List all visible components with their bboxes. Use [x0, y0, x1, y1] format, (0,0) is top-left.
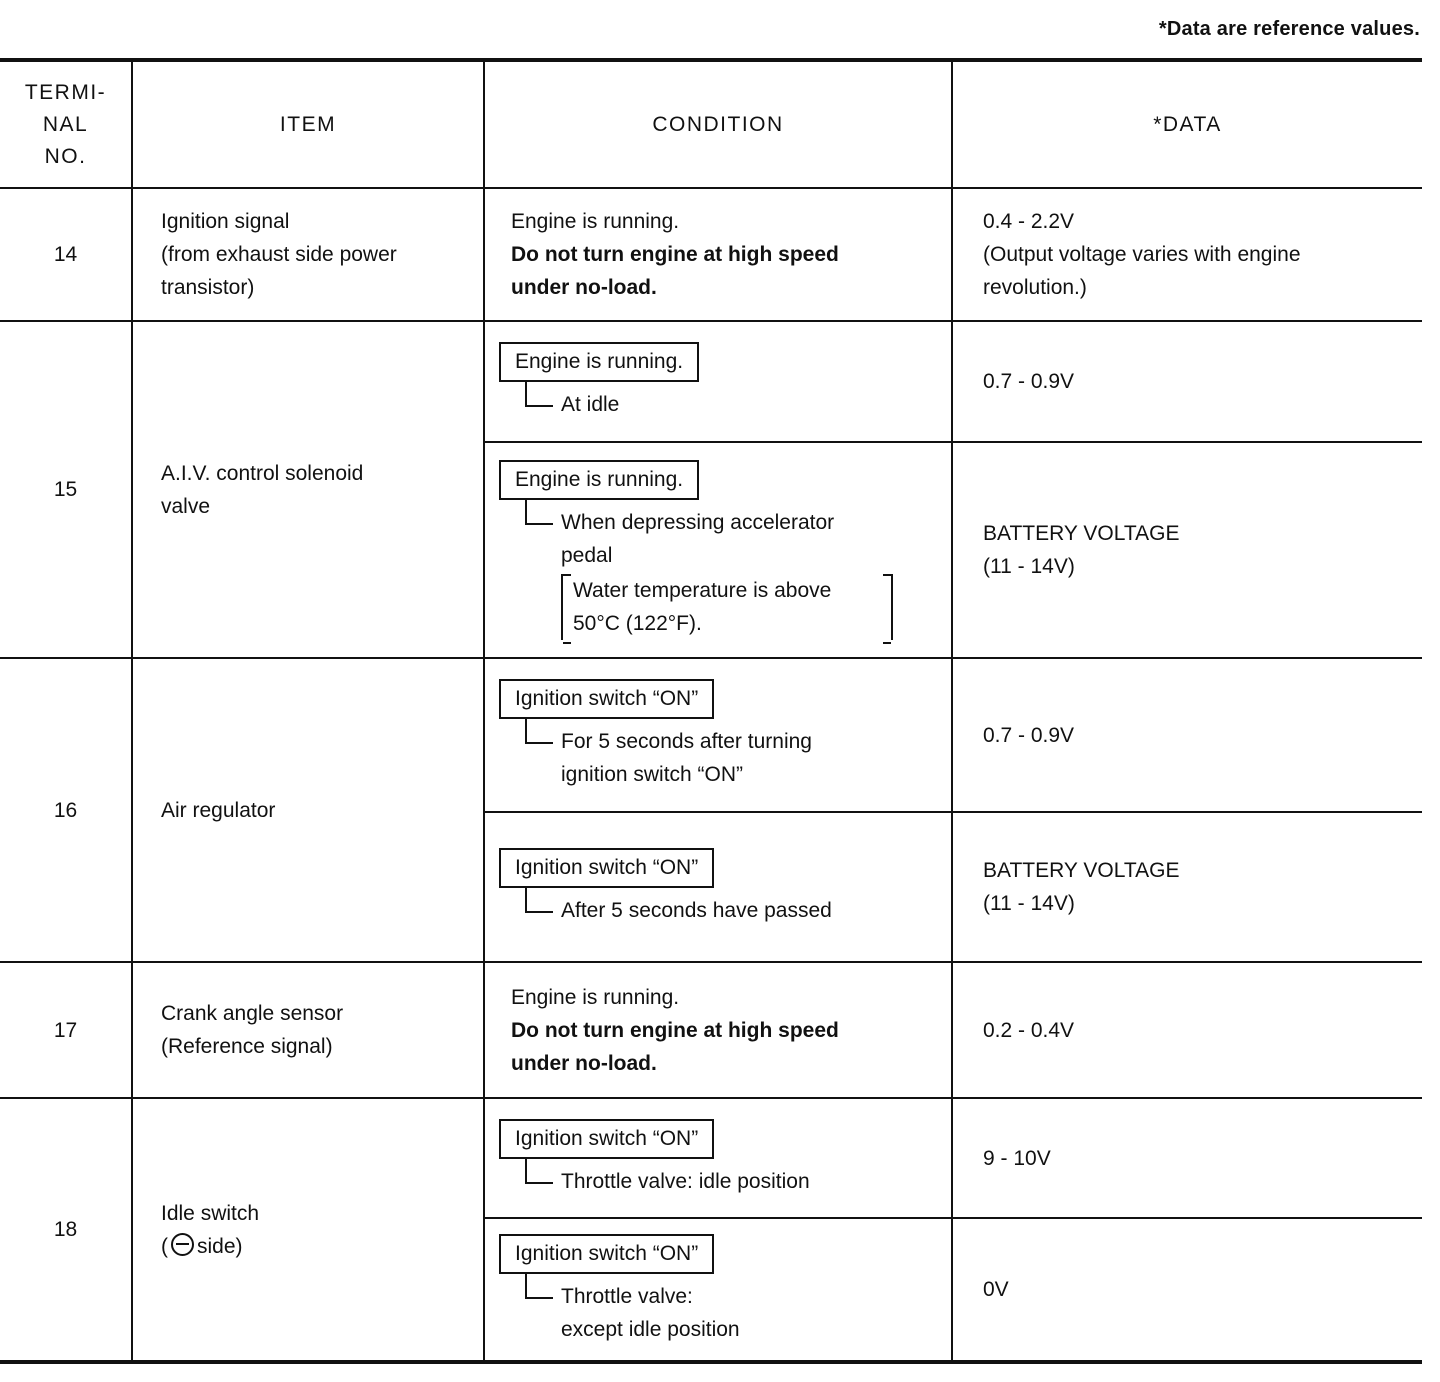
condition-cell	[484, 321, 952, 442]
condition-cell	[484, 442, 952, 658]
condition-box: Ignition switch “ON”	[499, 1119, 714, 1159]
table-row-15	[0, 321, 1422, 442]
data-value: BATTERY VOLTAGE (11 - 14V)	[952, 812, 1422, 962]
data-value: 0.4 - 2.2V (Output voltage varies with engine revolution.)	[952, 188, 1422, 321]
data-value: 0.7 - 0.9V	[952, 658, 1422, 812]
item-text: A.I.V. control solenoid valve	[132, 321, 484, 658]
condition-sub: At idle	[525, 388, 937, 421]
condition-cell	[484, 188, 952, 321]
terminal-number: 16	[0, 658, 132, 962]
condition-box: Ignition switch “ON”	[499, 679, 714, 719]
table-row-17	[0, 962, 1422, 1098]
item-line: Idle switch	[161, 1201, 260, 1225]
terminal-number: 14	[0, 188, 132, 321]
header-item: ITEM	[132, 60, 484, 188]
data-value: 0.2 - 0.4V	[952, 962, 1422, 1098]
item-text: Crank angle sensor (Reference signal)	[132, 962, 484, 1098]
condition-main: Engine is running.	[511, 985, 680, 1009]
terminal-data-table	[0, 58, 1422, 1364]
item-text	[132, 1098, 484, 1362]
header-terminal	[0, 60, 132, 188]
condition-warning: Do not turn engine at high speed under no-load.	[511, 243, 839, 299]
terminal-number: 17	[0, 962, 132, 1098]
condition-cell	[484, 812, 952, 962]
header-row	[0, 60, 1422, 188]
condition-box: Ignition switch “ON”	[499, 1234, 714, 1274]
table-row-14	[0, 188, 1422, 321]
condition-box: Engine is running.	[499, 460, 699, 500]
condition-cell	[484, 658, 952, 812]
terminal-number: 18	[0, 1098, 132, 1362]
data-value: 0V	[952, 1218, 1422, 1362]
item-prefix: (	[161, 1234, 168, 1258]
condition-warning: Do not turn engine at high speed under no-load.	[511, 1018, 839, 1075]
item-text: Air regulator	[132, 658, 484, 962]
item-suffix: side)	[197, 1234, 243, 1258]
circled-minus-icon	[171, 1233, 194, 1256]
condition-box: Engine is running.	[499, 342, 699, 382]
condition-main: Engine is running.	[511, 210, 680, 233]
condition-sub: Throttle valve: except idle position	[525, 1280, 937, 1346]
header-condition: CONDITION	[484, 60, 952, 188]
reference-note: *Data are reference values.	[1158, 18, 1420, 40]
condition-bracket-note: Water temperature is above 50°C (122°F).	[561, 574, 893, 640]
condition-cell	[484, 1218, 952, 1362]
header-data: *DATA	[952, 60, 1422, 188]
data-value: 9 - 10V	[952, 1098, 1422, 1218]
data-value: 0.7 - 0.9V	[952, 321, 1422, 442]
condition-box: Ignition switch “ON”	[499, 848, 714, 888]
condition-cell	[484, 962, 952, 1098]
terminal-number: 15	[0, 321, 132, 658]
condition-sub: For 5 seconds after turning ignition switch “ON”	[525, 725, 937, 791]
condition-sub: When depressing accelerator pedal	[525, 506, 937, 572]
header-terminal-label: TERMI- NAL NO.	[24, 80, 107, 168]
condition-cell	[484, 1098, 952, 1218]
condition-sub: Throttle valve: idle position	[525, 1165, 937, 1198]
data-value: BATTERY VOLTAGE (11 - 14V)	[952, 442, 1422, 658]
table-row-16	[0, 658, 1422, 812]
item-text: Ignition signal (from exhaust side power transistor)	[132, 188, 484, 321]
item-line	[161, 1230, 471, 1263]
table-row-18	[0, 1098, 1422, 1218]
condition-sub: After 5 seconds have passed	[525, 894, 937, 927]
